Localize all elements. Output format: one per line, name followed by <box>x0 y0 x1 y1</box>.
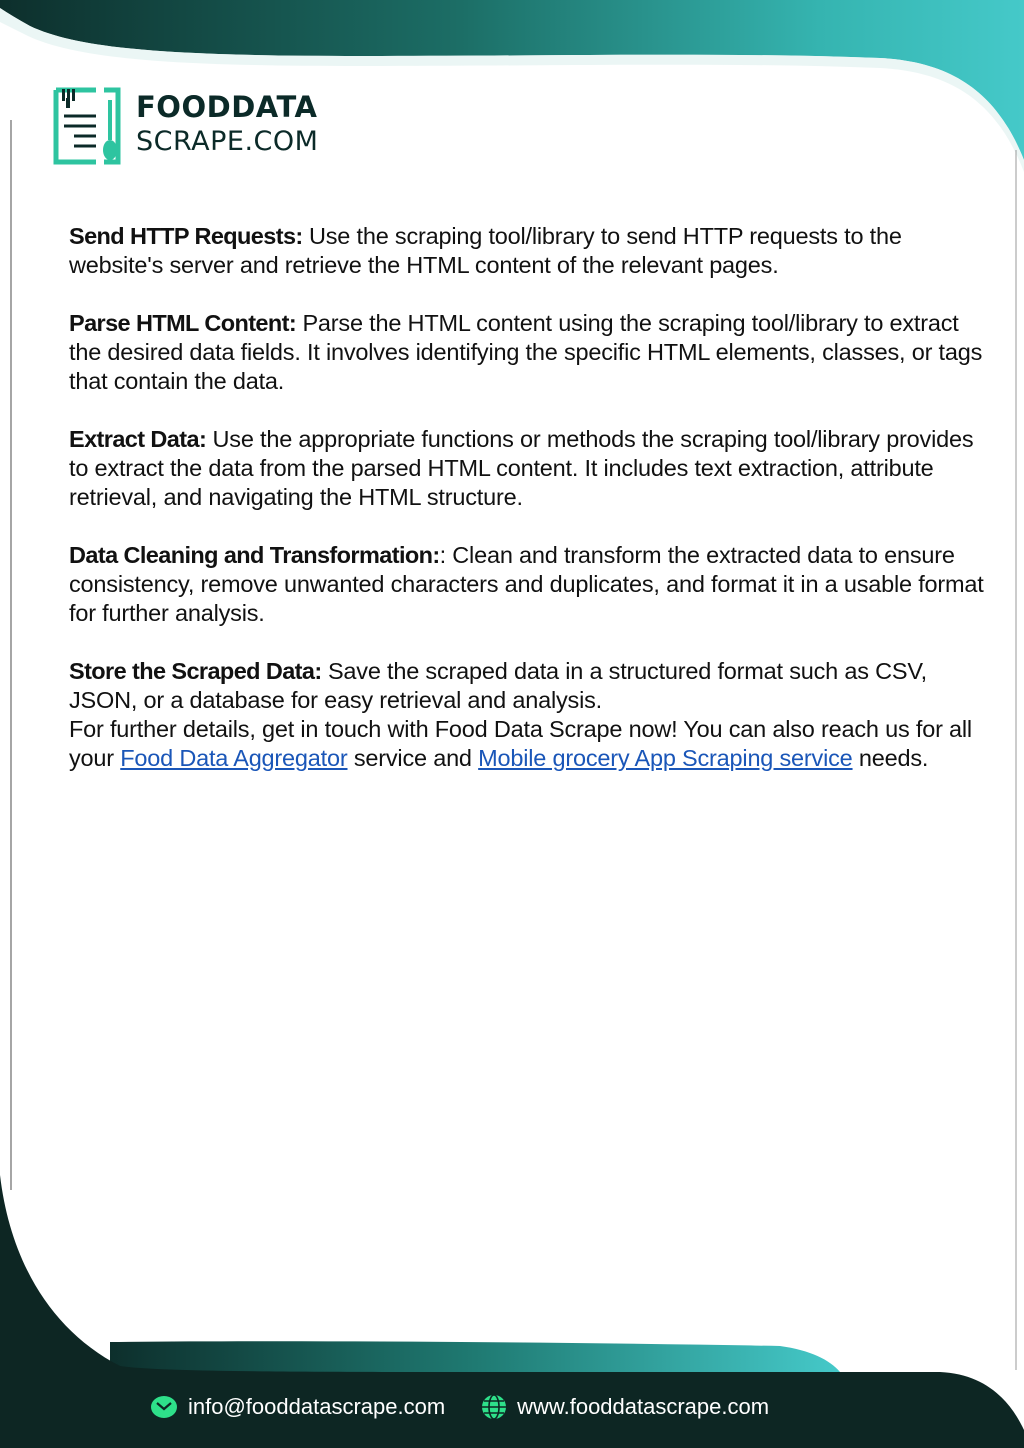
brand-name-line1: FOODDATA <box>136 90 318 124</box>
mail-icon <box>150 1395 178 1419</box>
menu-fork-spoon-icon <box>52 86 124 166</box>
section-store-data <box>69 657 984 715</box>
food-data-aggregator-link[interactable]: Food Data Aggregator <box>120 745 348 771</box>
section-heading: Send HTTP Requests: <box>69 223 303 249</box>
section-heading: Parse HTML Content: <box>69 310 297 336</box>
section-send-http-requests <box>69 222 984 280</box>
section-heading: Store the Scraped Data: <box>69 658 322 684</box>
email-text: info@fooddatascrape.com <box>188 1394 446 1419</box>
section-text: : Clean and transform the extracted data to ensure consistency, remove unwanted characters and duplicates, and format it in a usable format for further analysis. <box>69 542 984 626</box>
section-extract-data <box>69 425 984 512</box>
section-text: Use the scraping tool/library to send HTTP requests to the website's server and retrieve the HTML content of the relevant pages. <box>69 223 902 278</box>
closing-paragraph <box>69 715 984 773</box>
section-text: Parse the HTML content using the scraping tool/library to extract the desired data fields. It involves identifying the specific HTML elements, classes, or tags that contain the data. <box>69 310 983 394</box>
section-text: Save the scraped data in a structured format such as CSV, JSON, or a database for easy retrieval and analysis. <box>69 658 927 713</box>
globe-icon <box>481 1394 507 1420</box>
section-parse-html-content <box>69 309 984 396</box>
footer-email[interactable] <box>150 1394 445 1420</box>
closing-text-before: For further details, get in touch with Food Data Scrape now! You can also reach us for all your <box>69 716 972 771</box>
section-heading: Extract Data: <box>69 426 207 452</box>
footer-website[interactable] <box>481 1394 769 1420</box>
closing-text-after: needs. <box>852 745 929 771</box>
section-heading: Data Cleaning and Transformation: <box>69 542 440 568</box>
footer-contact <box>150 1394 769 1420</box>
brand-name-line2: SCRAPE.COM <box>136 126 319 157</box>
closing-text-middle: service and <box>347 745 479 771</box>
section-text: Use the appropriate functions or methods the scraping tool/library provides to extract the data from the parsed HTML content. It includes text extraction, attribute retrieval, and navigating the HTML structure. <box>69 426 974 510</box>
website-text: www.fooddatascrape.com <box>517 1394 770 1419</box>
main-content <box>69 222 984 773</box>
mobile-grocery-app-link[interactable]: Mobile grocery App Scraping service <box>478 745 853 771</box>
section-data-cleaning <box>69 541 984 628</box>
brand-logo <box>52 86 352 168</box>
